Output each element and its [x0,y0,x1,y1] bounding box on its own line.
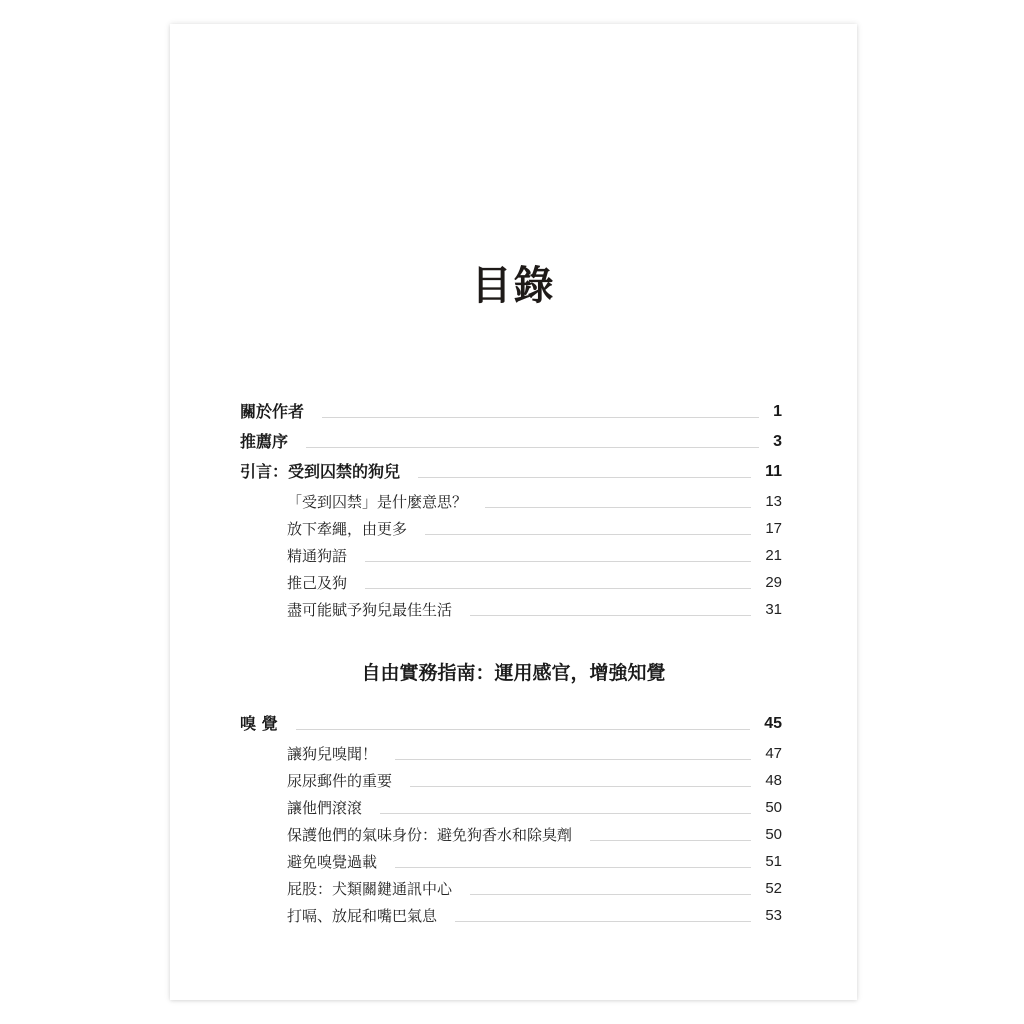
toc-subentry[interactable] [287,877,782,901]
toc-subentry-label: 屁股：犬類關鍵通訊中心 [287,880,453,898]
leader-line [470,615,751,616]
leader-line [306,447,759,448]
toc-subentry-page: 50 [765,826,782,843]
toc-subentry[interactable] [287,742,782,766]
leader-line [296,729,751,730]
toc-subentry[interactable] [287,796,782,820]
leader-line [410,786,751,787]
leader-line [590,840,751,841]
leader-line [395,759,751,760]
leader-line [470,894,751,895]
toc-subentry-label: 精通狗語 [287,547,348,565]
toc-subentry-page: 17 [765,520,782,537]
toc-entry-about-author[interactable] [240,400,782,424]
leader-line [395,867,751,868]
leader-line [365,561,751,562]
toc-subentry-label: 「受到囚禁」是什麼意思？ [287,493,468,511]
toc-subentry[interactable] [287,598,782,622]
toc-subentry-page: 31 [765,601,782,618]
toc-subentry-label: 打嗝、放屁和嘴巴氣息 [287,907,438,925]
toc-subentry[interactable] [287,517,782,541]
toc-entry-page: 3 [773,433,782,450]
toc-subentry-page: 50 [765,799,782,816]
toc-entry-foreword[interactable] [240,430,782,454]
toc-subentry-page: 29 [765,574,782,591]
toc-subentry[interactable] [287,490,782,514]
toc-subentry[interactable] [287,850,782,874]
toc-subentry-page: 51 [765,853,782,870]
toc-subentry[interactable] [287,823,782,847]
toc-title: 目錄 [471,262,556,309]
leader-line [425,534,751,535]
leader-line [322,417,759,418]
leader-line [455,921,751,922]
toc-entry-page: 45 [764,715,782,732]
toc-subentry[interactable] [287,571,782,595]
toc-entry-page: 11 [765,463,782,480]
part-heading: 自由實務指南：運用感官，增強知覺 [361,662,666,684]
toc-entry-label: 嗅 覺 [240,714,278,733]
leader-line [418,477,751,478]
toc-subentry-label: 避免嗅覺過載 [287,853,378,871]
toc-entry-introduction[interactable] [240,460,782,484]
leader-line [485,507,751,508]
toc-subentry-label: 讓狗兒嗅聞！ [287,745,378,763]
toc-subentry[interactable] [287,544,782,568]
toc-entry-label: 引言：受到囚禁的狗兒 [240,462,401,481]
toc-subentry-label: 尿尿郵件的重要 [287,772,393,790]
toc-entry-smell[interactable] [240,712,782,736]
leader-line [365,588,751,589]
leader-line [380,813,751,814]
toc-subentry-label: 保護他們的氣味身份：避免狗香水和除臭劑 [287,826,573,844]
toc-entry-label: 推薦序 [240,432,289,451]
toc-subentry-label: 推己及狗 [287,574,348,592]
toc-subentry[interactable] [287,769,782,793]
toc-subentry-page: 48 [765,772,782,789]
toc-subentry-label: 讓他們滾滾 [287,799,363,817]
toc-subentry[interactable] [287,904,782,928]
toc-subentry-label: 放下牽繩，由更多 [287,520,408,538]
toc-subentry-page: 53 [765,907,782,924]
toc-entry-label: 關於作者 [240,402,305,421]
toc-entry-page: 1 [773,403,782,420]
book-page [170,24,857,1000]
toc-subentry-page: 52 [765,880,782,897]
toc-subentry-page: 47 [765,745,782,762]
toc-subentry-page: 21 [765,547,782,564]
toc-subentry-label: 盡可能賦予狗兒最佳生活 [287,601,453,619]
toc-subentry-page: 13 [765,493,782,510]
